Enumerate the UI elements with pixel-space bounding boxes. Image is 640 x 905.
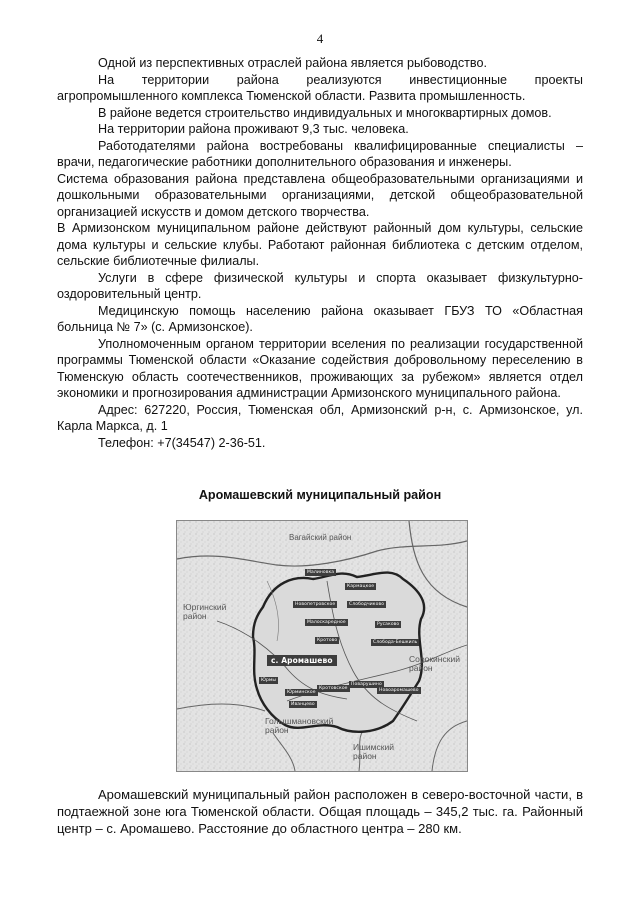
map-village: Малиновка bbox=[307, 570, 335, 575]
map-village: Слобода-Бешкиль bbox=[373, 640, 418, 645]
paragraph-employers: Работодателями района востребованы квалифицированные специалисты – врачи, педагогические работники дополнительного образования и инженеры. bbox=[57, 138, 583, 169]
paragraph-district-description: Аромашевский муниципальный район расположен в северо-восточной части, в подтаежной зоне юга Тюменской области. Общая площадь – 345,2 тыс. га. Районный центр – с. Аромашево. Расстояние до областного центра – 280 км. bbox=[57, 787, 583, 837]
map-village: Юрмы bbox=[261, 678, 277, 683]
map-village: Кротово bbox=[317, 638, 338, 643]
neighbor-label-southwest: Голышмановский район bbox=[265, 716, 334, 735]
section-title: Аромашевский муниципальный район bbox=[198, 488, 442, 502]
map-village: Новоаромашево bbox=[379, 688, 419, 693]
paragraph-sports: Услуги в сфере физической культуры и спорта оказывает физкультурно-оздоровительный центр. bbox=[57, 270, 583, 301]
map-village: Поварушино bbox=[351, 682, 382, 687]
paragraph-fish-farming: Одной из перспективных отраслей района является рыбоводство. bbox=[98, 56, 487, 70]
paragraph-culture: В Армизонском муниципальном районе действуют районный дом культуры, сельские дома культуры и сельские клубы. Работают районная библиотека с детским отделом, сельские библиотечные филиалы. bbox=[57, 221, 583, 268]
map-village: Слободчиково bbox=[349, 602, 385, 607]
paragraph-population: На территории района проживают 9,3 тыс. человека. bbox=[98, 122, 409, 136]
map-village: Иванцево bbox=[291, 702, 315, 707]
paragraph-construction: В районе ведется строительство индивидуальных и многоквартирных домов. bbox=[98, 105, 552, 120]
neighbor-label-west: Юргинский район bbox=[183, 602, 227, 621]
map-village: Юрминское bbox=[287, 690, 316, 695]
map-village: Кармацкое bbox=[347, 584, 375, 589]
map-village: Кротовское bbox=[319, 686, 348, 691]
paragraph-address: Адрес: 627220, Россия, Тюменская обл, Армизонский р-н, с. Армизонское, ул. Карла Маркса, д. 1 bbox=[57, 402, 583, 433]
paragraph-education: Система образования района представлена общеобразовательными организациями и дошкольными образовательными организациями, детской общеобразовательной организацией искусств и домом детского творчества. bbox=[57, 171, 583, 219]
map-village: Русаково bbox=[377, 622, 400, 627]
body-text-top bbox=[57, 55, 583, 451]
district-map bbox=[176, 520, 468, 772]
neighbor-label-east: Сорокинский район bbox=[409, 654, 460, 673]
page-number: 4 bbox=[316, 31, 324, 46]
paragraph-investment: На территории района реализуются инвестиционные проекты агропромышленного комплекса Тюменской области. Развита промышленность. bbox=[57, 72, 583, 103]
body-text-bottom bbox=[57, 786, 583, 838]
neighbor-label-north: Вагайский район bbox=[289, 533, 352, 542]
map-village: Малоскаредное bbox=[307, 620, 346, 625]
paragraph-medicine: Медицинскую помощь населению района оказывает ГБУЗ ТО «Областная больница № 7» (с. Армизонское). bbox=[57, 303, 583, 334]
paragraph-authority: Уполномоченным органом территории вселения по реализации государственной программы Тюменской области «Оказание содействия добровольному переселению в Тюменскую область соотечественников, проживающих за рубежом» является отдел экономики и прогнозирования администрации Армизонского муниципального района. bbox=[57, 336, 583, 400]
map-district-center: с. Аромашево bbox=[267, 655, 337, 666]
neighbor-label-south: Ишимский район bbox=[353, 742, 394, 761]
paragraph-phone: Телефон: +7(34547) 2-36-51. bbox=[98, 435, 266, 450]
map-village: Новопетровское bbox=[295, 602, 336, 607]
